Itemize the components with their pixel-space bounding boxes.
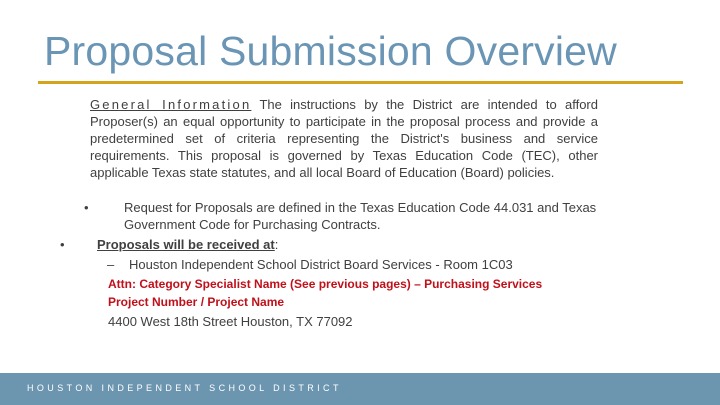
proposals-received-bullet bbox=[60, 236, 278, 253]
slide-title: Proposal Submission Overview bbox=[44, 28, 617, 74]
proposals-received-colon: : bbox=[274, 237, 279, 252]
general-information-heading: General Information bbox=[90, 97, 252, 112]
rfp-definition-bullet bbox=[84, 199, 598, 233]
project-line: Project Number / Project Name bbox=[108, 295, 285, 309]
board-services-line bbox=[107, 256, 513, 273]
title-underline-rule bbox=[38, 81, 683, 84]
bullet-dot: • bbox=[84, 200, 89, 215]
bullet-dot: • bbox=[60, 237, 65, 252]
proposals-received-label: Proposals will be received at bbox=[97, 237, 275, 252]
rfp-definition-text: Request for Proposals are defined in the Texas Education Code 44.031 and Texas Government Code for Purchasing Contracts. bbox=[124, 200, 597, 232]
general-information-text: The instructions by the District are intended to afford Proposer(s) an equal opportunity to participate in the proposal process and provide a predetermined set of criteria representing the District's business and service requirements. This proposal is governed by Texas Education Code (TEC), other applicable Texas state statutes, and all local Board of Education (Board) policies. bbox=[90, 97, 598, 180]
general-information-paragraph bbox=[90, 96, 598, 181]
board-services-text: Houston Independent School District Board Services - Room 1C03 bbox=[129, 257, 513, 272]
dash-marker: – bbox=[107, 257, 115, 272]
footer-district-name: HOUSTON INDEPENDENT SCHOOL DISTRICT bbox=[27, 383, 342, 393]
street-address: 4400 West 18th Street Houston, TX 77092 bbox=[108, 314, 353, 329]
footer-bar bbox=[0, 373, 720, 405]
attn-line: Attn: Category Specialist Name (See previous pages) – Purchasing Services bbox=[108, 277, 543, 291]
